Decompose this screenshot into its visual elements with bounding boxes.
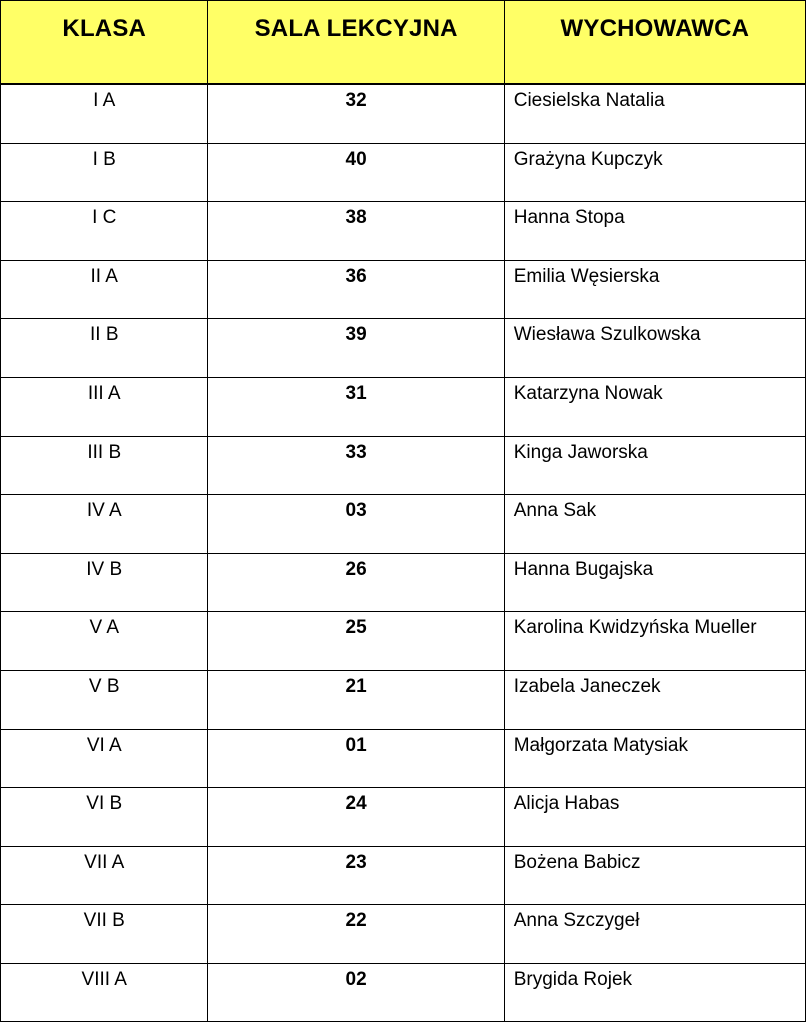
sala-cell: 39 — [208, 319, 504, 377]
table-row — [1, 85, 805, 144]
klasa-cell: VII B — [1, 905, 208, 963]
table-row — [1, 437, 805, 496]
table-row — [1, 319, 805, 378]
table-row — [1, 378, 805, 437]
wychowawca-cell: Kinga Jaworska — [513, 441, 648, 463]
klasa-cell: III B — [1, 437, 208, 495]
klasa-cell: VIII A — [1, 964, 208, 1022]
wychowawca-cell: Izabela Janeczek — [513, 675, 661, 697]
table-row — [1, 905, 805, 964]
klasa-cell: I C — [1, 202, 208, 260]
sala-cell: 21 — [208, 671, 504, 729]
wychowawca-cell: Katarzyna Nowak — [513, 382, 663, 404]
sala-cell: 33 — [208, 437, 504, 495]
wychowawca-cell: Karolina Kwidzyńska Mueller — [513, 617, 757, 639]
wychowawca-cell: Małgorzata Matysiak — [513, 734, 688, 756]
table-row — [1, 261, 805, 320]
sala-cell: 32 — [208, 85, 504, 143]
header-sala-lekcyjna: SALA LEKCYJNA — [208, 1, 504, 83]
klasa-cell: I A — [1, 85, 208, 143]
sala-cell: 22 — [208, 905, 504, 963]
klasa-cell: V B — [1, 671, 208, 729]
klasa-cell: III A — [1, 378, 208, 436]
table-row — [1, 964, 805, 1022]
wychowawca-cell: Wiesława Szulkowska — [513, 324, 701, 346]
header-klasa: KLASA — [1, 1, 208, 83]
klasa-cell: I B — [1, 144, 208, 202]
table-row — [1, 788, 805, 847]
sala-cell: 31 — [208, 378, 504, 436]
sala-cell: 38 — [208, 202, 504, 260]
wychowawca-cell: Grażyna Kupczyk — [513, 148, 663, 170]
klasa-cell: II A — [1, 261, 208, 319]
table-row — [1, 730, 805, 789]
sala-cell: 26 — [208, 554, 504, 612]
wychowawca-cell: Hanna Bugajska — [513, 558, 654, 580]
wychowawca-cell: Anna Szczygeł — [513, 910, 640, 932]
table-row — [1, 202, 805, 261]
table-row — [1, 671, 805, 730]
wychowawca-cell: Bożena Babicz — [513, 851, 641, 873]
klasa-cell: VI B — [1, 788, 208, 846]
table-row — [1, 612, 805, 671]
wychowawca-cell: Hanna Stopa — [513, 207, 625, 229]
wychowawca-cell: Alicja Habas — [513, 793, 620, 815]
sala-cell: 24 — [208, 788, 504, 846]
sala-cell: 02 — [208, 964, 504, 1022]
table-body — [1, 85, 805, 1021]
klasa-cell: V A — [1, 612, 208, 670]
table-row — [1, 144, 805, 203]
sala-cell: 36 — [208, 261, 504, 319]
wychowawca-cell: Anna Sak — [513, 500, 597, 522]
sala-cell: 25 — [208, 612, 504, 670]
klasa-cell: VI A — [1, 730, 208, 788]
wychowawca-cell: Brygida Rojek — [513, 968, 633, 990]
sala-cell: 40 — [208, 144, 504, 202]
wychowawca-cell: Emilia Węsierska — [513, 265, 660, 287]
klasa-cell: IV B — [1, 554, 208, 612]
klasa-cell: IV A — [1, 495, 208, 553]
table-row — [1, 495, 805, 554]
wychowawca-cell: Ciesielska Natalia — [513, 90, 665, 111]
sala-cell: 23 — [208, 847, 504, 905]
table-row — [1, 554, 805, 613]
table-row — [1, 847, 805, 906]
table-header — [1, 1, 805, 85]
sala-cell: 03 — [208, 495, 504, 553]
header-wychowawca: WYCHOWAWCA — [560, 15, 750, 42]
klasa-cell: VII A — [1, 847, 208, 905]
klasa-cell: II B — [1, 319, 208, 377]
sala-cell: 01 — [208, 730, 504, 788]
